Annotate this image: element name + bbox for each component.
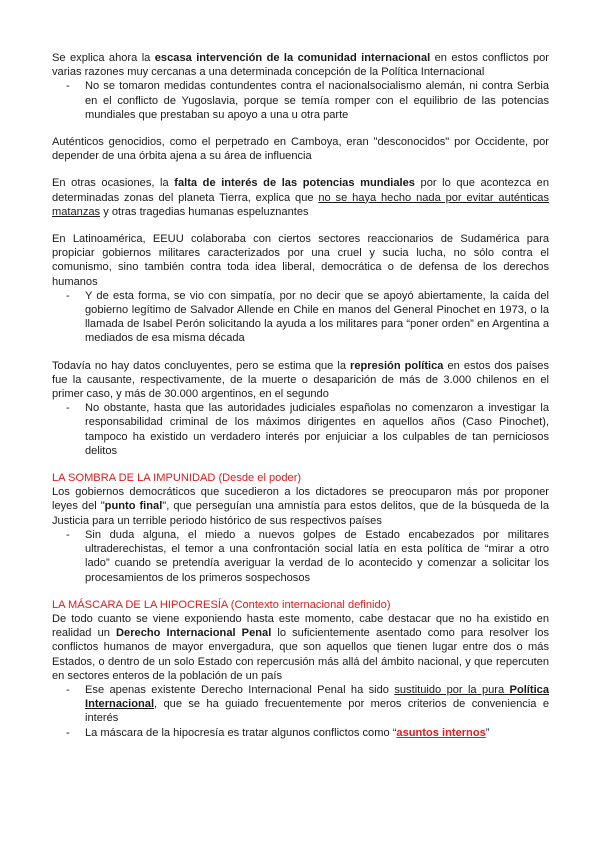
paragraph-6: Los gobiernos democráticos que sucedieron a los dictadores se preocuparon más por proponer leyes del "punto final", que perseguían una amnistía para estos delitos, que de la búsqueda de la Justicia para un terrible periodo histórico de sus respectivos países: [52, 486, 549, 527]
bullet-list-5: [52, 683, 549, 740]
list-item: - No obstante, hasta que las autoridades judiciales españolas no comenzaron a investigar la responsabilidad criminal de los máximos dirigentes en aquellos años (Caso Pinochet), tampoco ha existido un verdadero interés por enjuiciar a los culpables de tan perniciosos delitos: [66, 402, 549, 457]
section-heading-impunidad: LA SOMBRA DE LA IMPUNIDAD (Desde el poder): [52, 472, 302, 485]
list-item: - Sin duda alguna, el miedo a nuevos golpes de Estado encabezados por militares ultraderechistas, el temor a una confrontación social latía en esta política de “mirar a otro lado” cuando se pretendía averiguar la verdad de lo acontecido y comenzar a solicitar los procesamientos de los primeros sospechosos: [66, 528, 549, 584]
list-item: - La máscara de la hipocresía es tratar algunos conflictos como “asuntos internos”: [66, 726, 490, 739]
bullet-list-4: [52, 528, 549, 585]
list-item: - No se tomaron medidas contundentes contra el nacionalsocialismo alemán, ni contra Serbia en el conflicto de Yugoslavia, porque se temía romper con el equilibrio de las potencias mundiales que prestaban su apoyo a una u otra parte: [66, 80, 549, 121]
bullet-list-3: [52, 401, 549, 458]
paragraph-2: Auténticos genocidios, como el perpetrado en Camboya, eran "desconocidos" por Occidente, por depender de una órbita ajena a su área de influencia: [52, 136, 549, 163]
paragraph-1: Se explica ahora la escasa intervención de la comunidad internacional en estos conflictos por varias razones muy cercanas a una determinada concepción de la Política Internacional: [52, 52, 549, 79]
paragraph-3: En otras ocasiones, la falta de interés de las potencias mundiales por lo que acontezca en determinadas zonas del planeta Tierra, explica que no se haya hecho nada por evitar auténticas matanzas y otras tragedias humanas espeluznantes: [52, 177, 550, 218]
paragraph-7: De todo cuanto se viene exponiendo hasta este momento, cabe destacar que no ha existido en realidad un Derecho Internacional Penal lo suficientemente asentado como para resolver los conflictos humanos de mayor envergadura, que son aquellos que tienen lugar entre dos o más Estados, o dentro de un solo Estado con repercusión más allá del ámbito nacional, y que repercuten en sectores enteros de la población de un país: [52, 612, 549, 682]
bullet-list-2: [52, 289, 549, 346]
section-heading-hipocresia: LA MÁSCARA DE LA HIPOCRESÍA (Contexto internacional definido): [52, 598, 391, 611]
list-item: - Ese apenas existente Derecho Internacional Penal ha sido sustituido por la pura Política Internacional, que se ha guiado frecuentemente por meros criterios de conveniencia e interés: [66, 683, 550, 725]
bullet-list-1: [52, 79, 549, 122]
paragraph-5: Todavía no hay datos concluyentes, pero se estima que la represión política en estos dos países fue la causante, respectivamente, de la muerte o desaparición de más de 3.000 chilenos en el primer caso, y más de 30.000 argentinos, en el segundo: [52, 359, 549, 401]
paragraph-4: En Latinoamérica, EEUU colaboraba con ciertos sectores reaccionarios de Sudamérica para propiciar gobiernos militares caracterizados por una cruel y sucia lucha, no sólo contra el comunismo, sino también contra toda idea liberal, democrática o de defensa de los derechos humanos: [52, 233, 549, 288]
list-item: - Y de esta forma, se vio con simpatía, por no decir que se apoyó abiertamente, la caída del gobierno legítimo de Salvador Allende en Chile en manos del General Pinochet en 1973, o la llamada de Isabel Perón solicitando la ayuda a los militares para “poner orden” en Argentina a mediados de esa misma década: [66, 289, 549, 345]
